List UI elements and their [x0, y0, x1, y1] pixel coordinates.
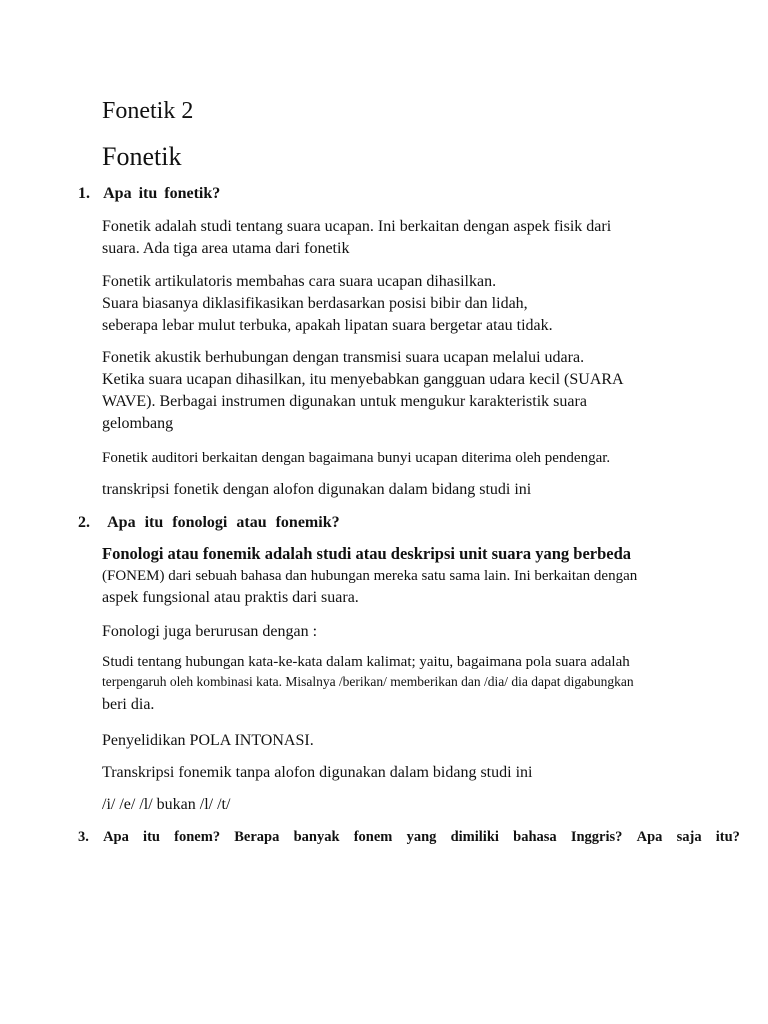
question-3-word: yang — [406, 829, 437, 845]
paragraph-phonemic-transcription — [102, 762, 532, 784]
paragraph-fonetik-definition — [102, 216, 611, 260]
text-line: seberapa lebar mulut terbuka, apakah lipatan suara bergetar atau tidak. — [102, 317, 553, 334]
paragraph-auditory — [102, 447, 610, 469]
text-line: gelombang — [102, 415, 174, 432]
paragraph-acoustic — [102, 347, 624, 435]
text-line: Penyelidikan POLA INTONASI. — [102, 732, 314, 749]
text-line: Fonetik akustik berhubungan dengan transmisi suara ucapan melalui udara. — [102, 349, 585, 366]
question-3-word: banyak — [293, 829, 340, 845]
section-heading: Fonetik — [102, 142, 182, 171]
question-3 — [78, 829, 740, 846]
paragraph-phonology-definition — [102, 543, 637, 609]
paragraph-word-relations — [102, 652, 634, 718]
text-line: Fonetik artikulatoris membahas cara suara ucapan dihasilkan. — [102, 273, 497, 290]
question-3-word: bahasa — [513, 829, 557, 845]
text-line: beri dia. — [102, 696, 155, 713]
text-line: Suara biasanya diklasifikasikan berdasarkan posisi bibir dan lidah, — [102, 295, 528, 312]
text-line: aspek fungsional atau praktis dari suara. — [102, 589, 359, 606]
text-line: transkripsi fonetik dengan alofon digunakan dalam bidang studi ini — [102, 481, 532, 498]
question-2-text: Apa itu fonologi atau fonemik? — [107, 514, 340, 531]
question-1 — [78, 185, 220, 203]
text-line: (FONEM) dari sebuah bahasa dan hubungan mereka satu sama lain. Ini berkaitan dengan — [102, 568, 638, 584]
text-line: Fonologi juga berurusan dengan : — [102, 623, 318, 640]
question-3-word: fonem — [353, 829, 393, 845]
text-line: terpengaruh oleh kombinasi kata. Misalnya /berikan/ memberikan dan /dia/ dia dapat digabungkan — [102, 674, 634, 689]
paragraph-phonology-also — [102, 621, 317, 643]
question-3-word: fonem? — [174, 829, 221, 845]
question-3-word: Inggris? — [570, 829, 623, 845]
text-line: suara. Ada tiga area utama dari fonetik — [102, 240, 350, 257]
question-1-number: 1. — [78, 185, 90, 202]
question-3-word: Berapa — [234, 829, 280, 845]
text-line: /i/ /e/ /l/ bukan /l/ /t/ — [102, 796, 231, 813]
question-3-word: itu — [143, 829, 160, 845]
paragraph-phoneme-examples — [102, 794, 230, 816]
question-3-word: dimiliki — [450, 829, 499, 845]
question-3-word: Apa — [103, 829, 129, 845]
question-3-word: itu? — [715, 829, 740, 845]
paragraph-intonation — [102, 730, 314, 752]
text-line: WAVE). Berbagai instrumen digunakan untuk mengukur karakteristik suara — [102, 393, 587, 410]
text-line: Fonetik adalah studi tentang suara ucapan. Ini berkaitan dengan aspek fisik dari — [102, 218, 612, 235]
paragraph-articulatory — [102, 271, 553, 337]
question-3-number: 3. — [78, 829, 89, 845]
question-3-word: saja — [676, 829, 702, 845]
text-line: Fonetik auditori berkaitan dengan bagaimana bunyi ucapan diterima oleh pendengar. — [102, 450, 611, 466]
question-2 — [78, 514, 340, 532]
question-3-word: Apa — [636, 829, 663, 845]
question-2-number: 2. — [78, 514, 90, 531]
text-line-bold: Fonologi atau fonemik adalah studi atau deskripsi unit suara yang berbeda — [102, 544, 632, 563]
text-line: Studi tentang hubungan kata-ke-kata dalam kalimat; yaitu, bagaimana pola suara adalah — [102, 654, 630, 670]
document-title: Fonetik 2 — [102, 98, 194, 124]
text-line: Transkripsi fonemik tanpa alofon digunakan dalam bidang studi ini — [102, 764, 533, 781]
question-1-text: Apa itu fonetik? — [103, 185, 221, 202]
text-line: Ketika suara ucapan dihasilkan, itu menyebabkan gangguan udara kecil (SUARA — [102, 371, 624, 388]
paragraph-phonetic-transcription — [102, 479, 531, 501]
